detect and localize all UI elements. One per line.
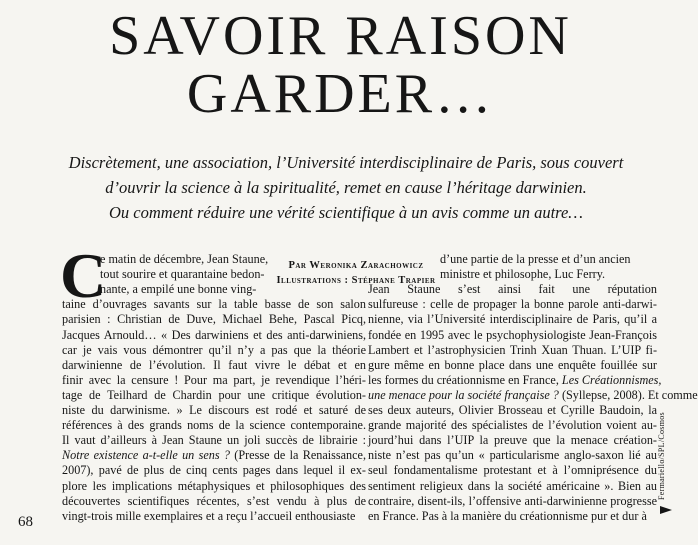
- col1-line: darwinienne de l’évolution. Il faut vivre le débat et en: [62, 357, 366, 372]
- triangle-marker-icon: [660, 504, 672, 516]
- col1-line: vingt-trois mille exemplaires et a reçu l’accueil enthousiaste: [62, 508, 356, 523]
- col2-line: nienne, via l’Université interdisciplinaire de Paris, qu’il a: [368, 312, 657, 327]
- lede-paragraph-2: Ou comment réduire une vérité scientifique à un avis comme un autre…: [109, 203, 583, 222]
- illustration-credit: Illustrations : Stéphane Trapier: [276, 275, 436, 286]
- col2-line: contraire, disent-ils, l’offensive anti-darwinienne progresse: [368, 493, 657, 508]
- col1-line: nante, a empilé une bonne ving-: [100, 282, 257, 297]
- col1-line: 2007), pavé de plus de cinq cents pages dans lequel il ex-: [62, 463, 366, 478]
- lede-paragraph-1: Discrètement, une association, l’Université interdisciplinaire de Paris, sous couvert d’ouvrir la science à la spiritualité, remet en cause l’héritage darwinien.: [68, 153, 624, 197]
- dropcap: C: [60, 240, 107, 311]
- col2-line: gure même en bonne place dans une enquête fouillée sur: [368, 357, 657, 372]
- title-line-1: SAVOIR RAISON: [109, 5, 572, 67]
- photo-credit: Fermariello/SPL/Cosmos: [657, 412, 666, 500]
- col1-line: taine d’ouvrages savants sur la table basse de son salon: [62, 297, 366, 312]
- title-line-2: GARDER…: [186, 63, 495, 125]
- col1-line: niste du darwinisme. » Le discours est rodé et saturé de: [62, 403, 366, 417]
- col1-line: références à des grands noms de la science contemporaine.: [62, 418, 366, 433]
- col2-line: grande majorité des spécialistes de l’évolution voient au-: [368, 418, 657, 433]
- col1-line: finir avec la censure ! Pour ma part, je revendique l’héri-: [62, 372, 366, 387]
- col1-line: tage de Teilhard de Chardin pour une critique évolution-: [62, 387, 366, 402]
- author-credit: Par Weronika Zarachowicz: [288, 260, 424, 271]
- col2-line: en France. Pas à la manière du créationnisme pur et dur à: [368, 508, 647, 523]
- col2-line: Jean Staune s’est ainsi fait une réputation: [368, 282, 657, 297]
- col1-line: parisien : Christian de Duve, Michael Behe, Pascal Picq,: [62, 312, 366, 327]
- col2-line: sentiment religieux dans la société américaine ». Bien au: [368, 478, 657, 493]
- col1-line: tout sourire et quarantaine bedon-: [100, 267, 265, 282]
- col2-line: une menace pour la société française ? (Syllepse, 2008). Et comme: [368, 387, 698, 402]
- col2-line: Lambert et l’astrophysicien Trinh Xuan Thuan. L’UIP fi-: [368, 342, 657, 357]
- col2-line: niste n’est pas qu’un « particularisme anglo-saxon lié au: [368, 448, 657, 463]
- col2-line: ministre et philosophe, Luc Ferry.: [440, 267, 606, 282]
- col1-line: Notre existence a-t-elle un sens ? (Presse de la Renaissance,: [62, 448, 366, 463]
- col2-line: d’une partie de la presse et d’un ancien: [440, 252, 631, 266]
- col2-line: les formes du créationnisme en France, Les Créationnismes,: [368, 372, 662, 387]
- page-number: 68: [18, 514, 33, 530]
- col2-line: jourd’hui dans l’UIP la preuve que la menace création-: [368, 433, 657, 448]
- col1-line: plore les implications métaphysiques et philosophiques des: [62, 478, 366, 493]
- col1-line: Jacques Arnould… « Des darwiniens et des anti-darwiniens,: [62, 327, 366, 342]
- col2-line: seul fondamentalisme protestant et à l’omniprésence du: [368, 463, 657, 478]
- col2-line: ses deux auteurs, Olivier Brosseau et Cyrille Baudoin, la: [368, 403, 657, 417]
- col1-line: car je vais vous démontrer qu’il n’y a pas que la théorie: [62, 342, 366, 357]
- col2-line: fondée en 1995 avec le psychophysiologiste Jean-François: [368, 327, 657, 342]
- col1-line: découvertes scientifiques récentes, s’est vendu à plus de: [62, 493, 366, 508]
- col2-line: sulfureuse : celle de propager la bonne parole anti-darwi-: [368, 297, 657, 312]
- col1-line: Il vaut d’ailleurs à Jean Staune un joli succès de librairie :: [62, 433, 366, 448]
- col1-line: e matin de décembre, Jean Staune,: [100, 252, 269, 266]
